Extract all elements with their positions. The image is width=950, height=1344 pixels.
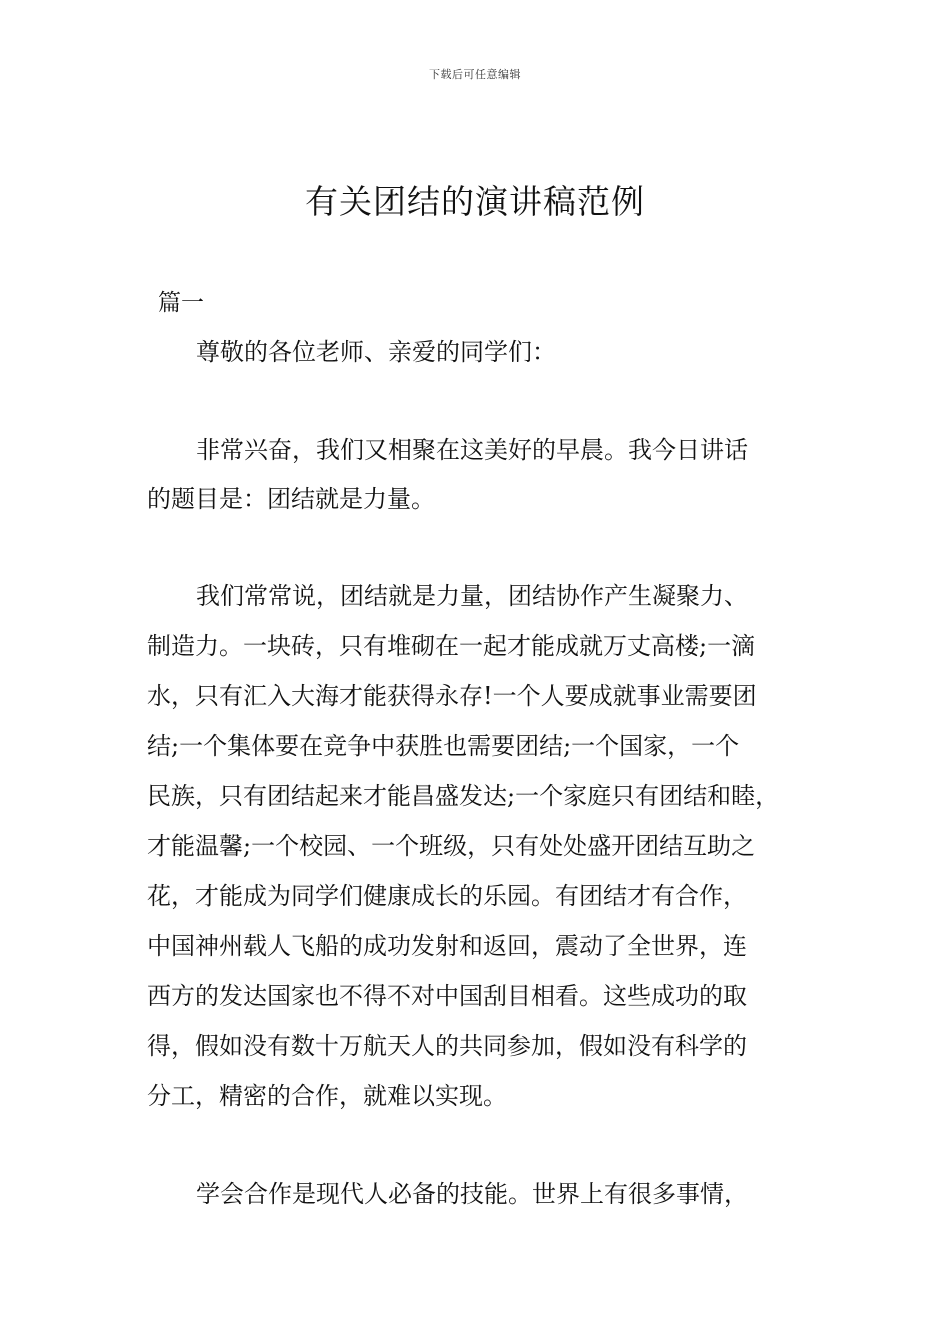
paragraph-line: 水，只有汇入大海才能获得永存!一个人要成就事业需要团 — [147, 682, 757, 710]
document-title: 有关团结的演讲稿范例 — [305, 182, 645, 221]
section-label: 篇一 — [158, 290, 204, 316]
paragraph-line: 才能温馨;一个校园、一个班级，只有处处盛开团结互助之 — [147, 832, 756, 860]
paragraph-line: 民族，只有团结起来才能昌盛发达;一个家庭只有团结和睦， — [147, 782, 780, 810]
paragraph-line: 学会合作是现代人必备的技能。世界上有很多事情， — [196, 1180, 748, 1208]
paragraph-line: 西方的发达国家也不得不对中国刮目相看。这些成功的取 — [147, 982, 747, 1010]
paragraph-line: 的题目是：团结就是力量。 — [147, 485, 435, 513]
paragraph-line: 制造力。一块砖，只有堆砌在一起才能成就万丈高楼;一滴 — [147, 632, 756, 660]
paragraph-line: 分工，精密的合作，就难以实现。 — [147, 1082, 507, 1110]
header-note: 下载后可任意编辑 — [429, 68, 521, 81]
paragraph-line: 结;一个集体要在竞争中获胜也需要团结;一个国家，一个 — [147, 732, 740, 760]
paragraph-line: 中国神州载人飞船的成功发射和返回，震动了全世界，连 — [147, 932, 747, 960]
paragraph-line: 非常兴奋，我们又相聚在这美好的早晨。我今日讲话 — [196, 436, 748, 464]
paragraph-line: 花，才能成为同学们健康成长的乐园。有团结才有合作， — [147, 882, 747, 910]
paragraph-line: 我们常常说，团结就是力量，团结协作产生凝聚力、 — [196, 582, 748, 610]
paragraph-line: 得，假如没有数十万航天人的共同参加，假如没有科学的 — [147, 1032, 747, 1060]
greeting-line: 尊敬的各位老师、亲爱的同学们： — [196, 338, 556, 366]
